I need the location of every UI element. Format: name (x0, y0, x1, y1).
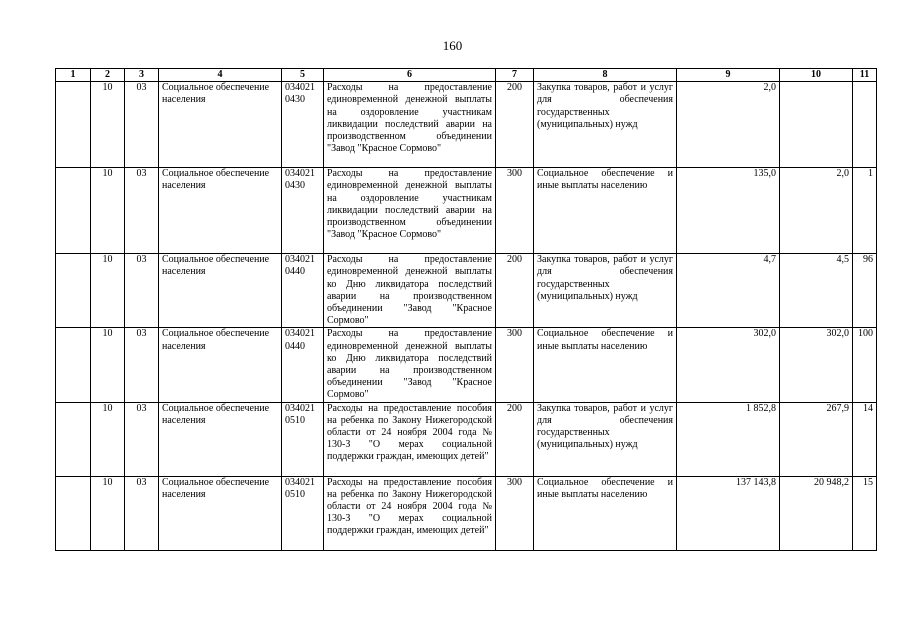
row-index-cell (56, 402, 91, 476)
expense-type-code: 200 (496, 254, 534, 328)
executed-amount: 4,5 (780, 254, 853, 328)
expense-type-name: Социальное обеспечение и иные выплаты населению (534, 328, 677, 402)
execution-percent: 15 (853, 476, 877, 550)
column-header: 5 (282, 69, 324, 82)
table-row (56, 402, 877, 476)
executed-amount (780, 82, 853, 168)
column-header: 8 (534, 69, 677, 82)
column-header: 6 (324, 69, 496, 82)
column-header: 11 (853, 69, 877, 82)
table-row (56, 168, 877, 254)
column-header: 1 (56, 69, 91, 82)
subsection-name: Социальное обеспечение населения (159, 328, 282, 402)
subsection-code: 03 (125, 168, 159, 254)
row-index-cell (56, 476, 91, 550)
expense-description: Расходы на предоставление единовременной денежной выплаты ко Дню ликвидатора последствий аварии на производственном объединении "Завод "Красное Сормово" (324, 328, 496, 402)
subsection-code: 03 (125, 402, 159, 476)
executed-amount: 302,0 (780, 328, 853, 402)
column-header: 7 (496, 69, 534, 82)
column-header: 4 (159, 69, 282, 82)
planned-amount: 302,0 (677, 328, 780, 402)
table-row (56, 476, 877, 550)
page-number: 160 (442, 38, 463, 53)
planned-amount: 2,0 (677, 82, 780, 168)
planned-amount: 4,7 (677, 254, 780, 328)
table-row (56, 328, 877, 402)
subsection-name: Социальное обеспечение населения (159, 476, 282, 550)
expense-type-name: Закупка товаров, работ и услуг для обеспечения государственных (муниципальных) нужд (534, 82, 677, 168)
subsection-code: 03 (125, 254, 159, 328)
expense-description: Расходы на предоставление единовременной денежной выплаты на оздоровление участникам ликвидации последствий аварии на производственном объединении "Завод "Красное Сормово" (324, 82, 496, 168)
section-code: 10 (91, 328, 125, 402)
expense-type-name: Социальное обеспечение и иные выплаты населению (534, 476, 677, 550)
target-article-code: 034021 0510 (282, 476, 324, 550)
table-row (56, 254, 877, 328)
executed-amount: 20 948,2 (780, 476, 853, 550)
expense-type-code: 200 (496, 82, 534, 168)
target-article-code: 034021 0430 (282, 168, 324, 254)
expense-type-code: 300 (496, 168, 534, 254)
execution-percent: 14 (853, 402, 877, 476)
column-header: 2 (91, 69, 125, 82)
subsection-name: Социальное обеспечение населения (159, 254, 282, 328)
row-index-cell (56, 168, 91, 254)
expense-description: Расходы на предоставление единовременной денежной выплаты ко Дню ликвидатора последствий аварии на производственном объединении "Завод "Красное Сормово" (324, 254, 496, 328)
section-code: 10 (91, 254, 125, 328)
executed-amount: 2,0 (780, 168, 853, 254)
row-index-cell (56, 82, 91, 168)
header-row (56, 69, 877, 82)
expense-type-code: 300 (496, 476, 534, 550)
execution-percent: 96 (853, 254, 877, 328)
execution-percent (853, 82, 877, 168)
column-header: 9 (677, 69, 780, 82)
subsection-code: 03 (125, 328, 159, 402)
table-row (56, 82, 877, 168)
expense-type-name: Закупка товаров, работ и услуг для обеспечения государственных (муниципальных) нужд (534, 254, 677, 328)
target-article-code: 034021 0510 (282, 402, 324, 476)
execution-percent: 100 (853, 328, 877, 402)
budget-table (55, 68, 877, 551)
target-article-code: 034021 0440 (282, 328, 324, 402)
subsection-name: Социальное обеспечение населения (159, 168, 282, 254)
column-header: 3 (125, 69, 159, 82)
subsection-code: 03 (125, 476, 159, 550)
execution-percent: 1 (853, 168, 877, 254)
executed-amount: 267,9 (780, 402, 853, 476)
subsection-code: 03 (125, 82, 159, 168)
expense-description: Расходы на предоставление пособия на ребенка по Закону Нижегородской области от 24 ноября 2004 года № 130-З "О мерах социальной поддержки граждан, имеющих детей" (324, 476, 496, 550)
target-article-code: 034021 0430 (282, 82, 324, 168)
section-code: 10 (91, 168, 125, 254)
column-header: 10 (780, 69, 853, 82)
subsection-name: Социальное обеспечение населения (159, 402, 282, 476)
subsection-name: Социальное обеспечение населения (159, 82, 282, 168)
row-index-cell (56, 254, 91, 328)
planned-amount: 1 852,8 (677, 402, 780, 476)
section-code: 10 (91, 82, 125, 168)
section-code: 10 (91, 476, 125, 550)
planned-amount: 137 143,8 (677, 476, 780, 550)
expense-type-code: 300 (496, 328, 534, 402)
expense-description: Расходы на предоставление единовременной денежной выплаты на оздоровление участникам ликвидации последствий аварии на производственном объединении "Завод "Красное Сормово" (324, 168, 496, 254)
expense-type-name: Закупка товаров, работ и услуг для обеспечения государственных (муниципальных) нужд (534, 402, 677, 476)
planned-amount: 135,0 (677, 168, 780, 254)
section-code: 10 (91, 402, 125, 476)
expense-type-name: Социальное обеспечение и иные выплаты населению (534, 168, 677, 254)
expense-description: Расходы на предоставление пособия на ребенка по Закону Нижегородской области от 24 ноября 2004 года № 130-З "О мерах социальной поддержки граждан, имеющих детей" (324, 402, 496, 476)
target-article-code: 034021 0440 (282, 254, 324, 328)
row-index-cell (56, 328, 91, 402)
expense-type-code: 200 (496, 402, 534, 476)
